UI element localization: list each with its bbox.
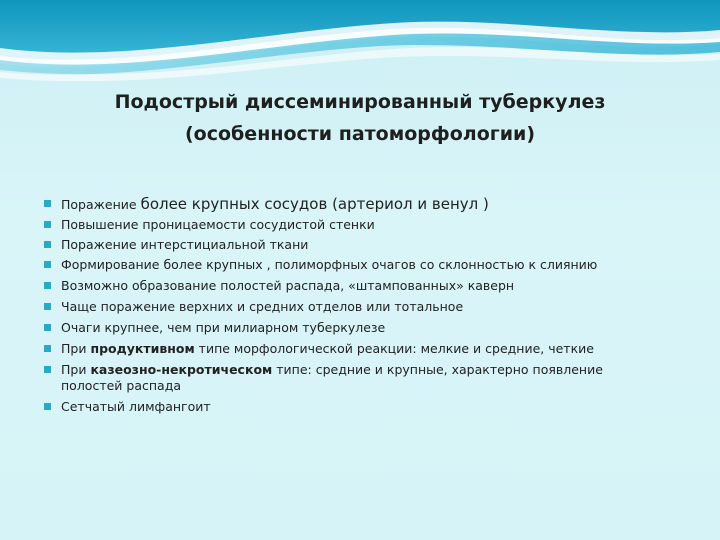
bullet-square-icon (44, 345, 51, 352)
bullet-item (44, 257, 634, 273)
bullet-square-icon (44, 282, 51, 289)
bullet-item (44, 399, 634, 415)
bullet-square-icon (44, 221, 51, 228)
bullet-text-large: более крупных сосудов (артериол и венул ) (140, 195, 489, 213)
bullet-item (44, 217, 634, 233)
bullet-square-icon (44, 261, 51, 268)
bullet-text: Формирование более крупных , полиморфных очагов со склонностью к слиянию (61, 257, 598, 272)
title-line-1: Подострый диссеминированный туберкулез (114, 91, 606, 113)
bullet-text-bold: казеозно-некротическом (90, 362, 273, 377)
bullet-text: Поражение интерстициальной ткани (61, 237, 309, 252)
bullet-item (44, 237, 634, 253)
bullet-square-icon (44, 324, 51, 331)
bullet-square-icon (44, 366, 51, 373)
bullet-list (44, 196, 634, 419)
bullet-item (44, 341, 634, 357)
slide-title (60, 86, 660, 150)
bullet-item (44, 320, 634, 336)
bullet-text: При (61, 341, 91, 356)
bullet-square-icon (44, 200, 51, 207)
bullet-text: Очаги крупнее, чем при милиарном туберкулезе (61, 320, 386, 335)
bullet-text-bold: продуктивном (90, 341, 195, 356)
bullet-item (44, 362, 634, 394)
bullet-text: Поражение (61, 197, 141, 212)
bullet-item (44, 278, 634, 294)
bullet-text: Повышение проницаемости сосудистой стенки (61, 217, 375, 232)
bullet-square-icon (44, 241, 51, 248)
header-wave-decoration (0, 0, 720, 90)
bullet-text: Сетчатый лимфангоит (61, 399, 211, 414)
bullet-text: При (61, 362, 91, 377)
bullet-square-icon (44, 403, 51, 410)
bullet-text: типе: средние и крупные, характерно появление полостей распада (61, 362, 603, 393)
bullet-text: типе морфологической реакции: мелкие и средние, четкие (194, 341, 594, 356)
bullet-square-icon (44, 303, 51, 310)
bullet-text: Возможно образование полостей распада, «штампованных» каверн (61, 278, 515, 293)
bullet-text: Чаще поражение верхних и средних отделов или тотальное (61, 299, 464, 314)
title-line-2: (особенности патоморфологии) (184, 123, 536, 145)
bullet-item (44, 299, 634, 315)
bullet-item (44, 196, 634, 213)
